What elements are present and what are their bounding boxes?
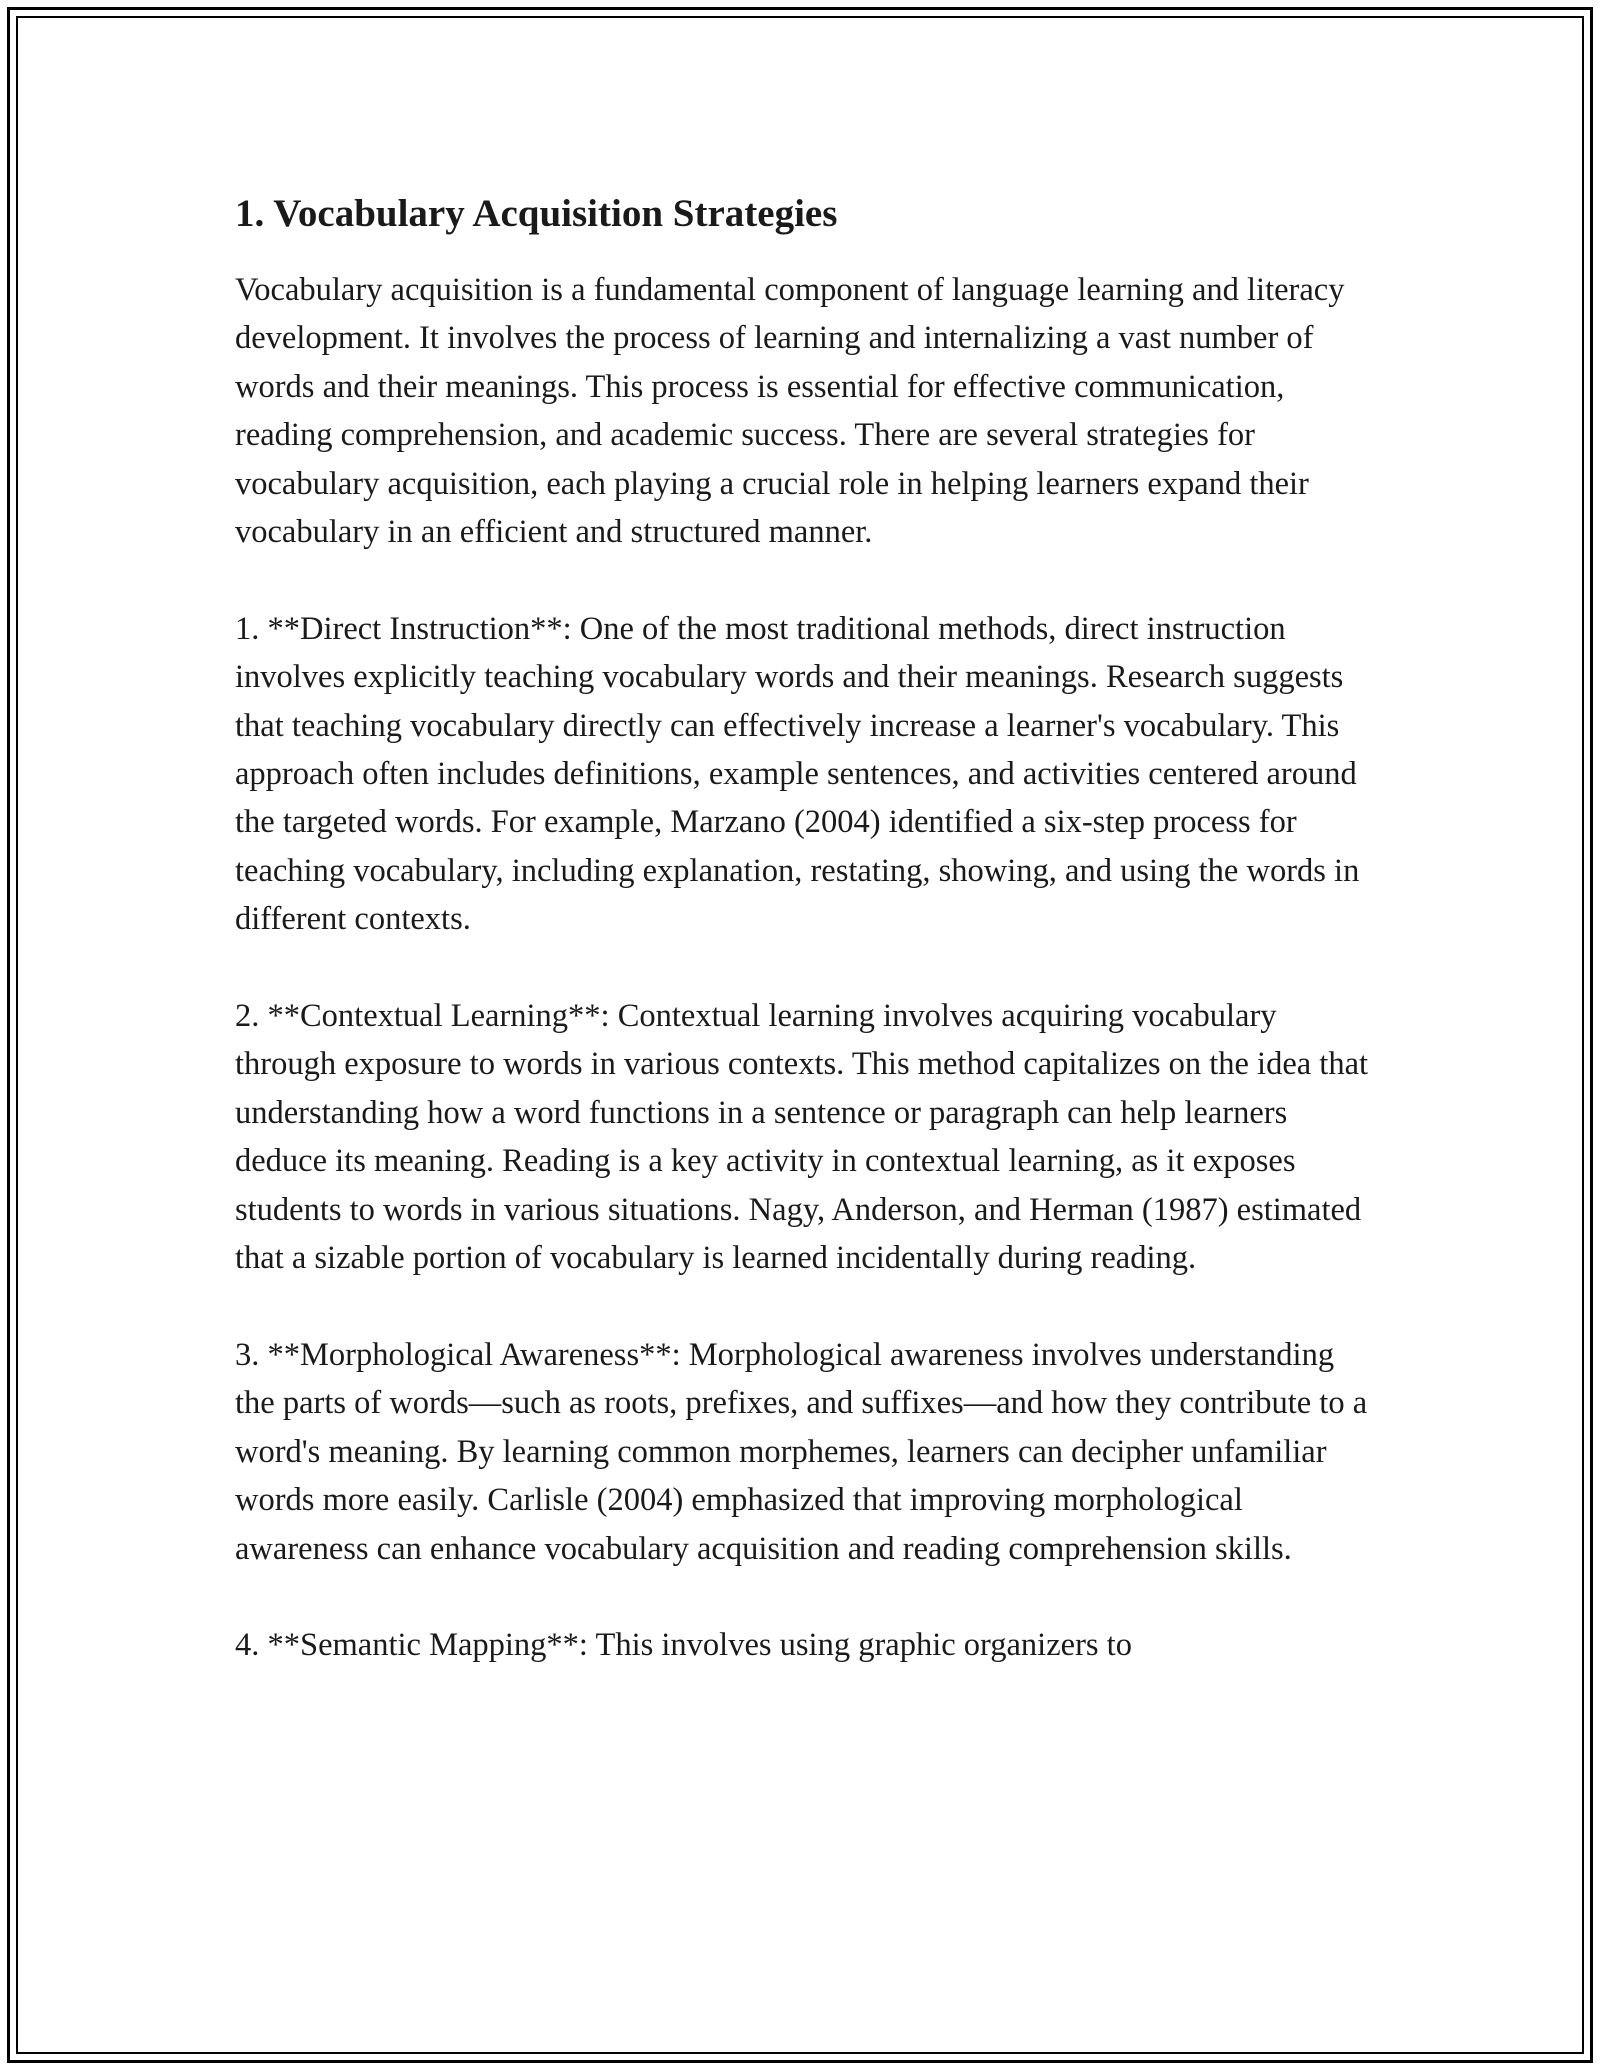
intro-paragraph: Vocabulary acquisition is a fundamental component of language learning and literacy development. It involves the process of learning and internalizing a vast number of words and their meanings. This process is essential for effective communication, reading comprehension, and academic success. There are several strategies for vocabulary acquisition, each playing a crucial role in helping learners expand their vocabulary in an efficient and structured manner. [235, 272, 1345, 551]
section-heading: 1. Vocabulary Acquisition Strategies [235, 192, 838, 235]
semantic-mapping-paragraph: 4. **Semantic Mapping**: This involves using graphic organizers to [235, 1627, 1132, 1664]
morphological-awareness-paragraph: 3. **Morphological Awareness**: Morphological awareness involves understanding the parts of words—such as roots, prefixes, and suffixes—and how they contribute to a word's meaning. By learning common morphemes, learners can decipher unfamiliar words more easily. Carlisle (2004) emphasized that improving morphological awareness can enhance vocabulary acquisition and reading comprehension skills. [235, 1336, 1368, 1567]
direct-instruction-paragraph: 1. **Direct Instruction**: One of the most traditional methods, direct instruction involves explicitly teaching vocabulary words and their meanings. Research suggests that teaching vocabulary directly can effectively increase a learner's vocabulary. This approach often includes definitions, example sentences, and activities centered around the targeted words. For example, Marzano (2004) identified a six-step process for teaching vocabulary, including explanation, restating, showing, and using the words in different contexts. [235, 610, 1360, 938]
contextual-learning-paragraph: 2. **Contextual Learning**: Contextual learning involves acquiring vocabulary through exposure to words in various contexts. This method capitalizes on the idea that understanding how a word functions in a sentence or paragraph can help learners deduce its meaning. Reading is a key activity in contextual learning, as it exposes students to words in various situations. Nagy, Anderson, and Herman (1987) estimated that a sizable portion of vocabulary is learned incidentally during reading. [235, 998, 1369, 1277]
document-body [235, 190, 1375, 1718]
